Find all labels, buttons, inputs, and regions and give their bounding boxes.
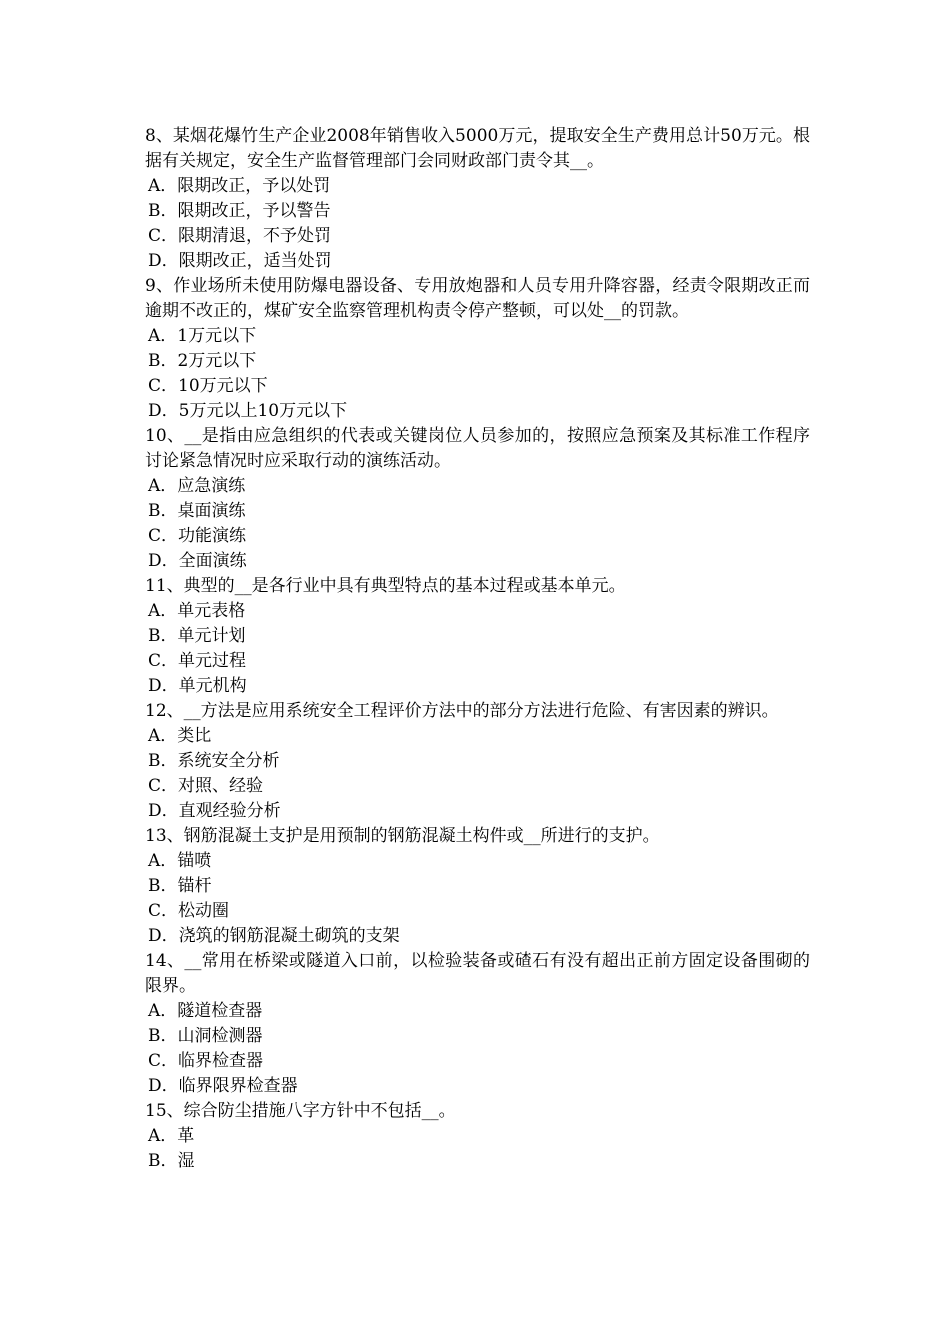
option-a: A．1万元以下 (148, 326, 257, 346)
question-10 (145, 424, 810, 574)
question-15 (145, 1099, 810, 1174)
question-11 (145, 574, 810, 699)
option-d: D．5万元以上10万元以下 (148, 401, 348, 421)
option-a: A．类比 (148, 726, 212, 746)
option-c: C．对照、经验 (148, 776, 264, 796)
option-a: A．革 (148, 1126, 195, 1146)
option-d: D．直观经验分析 (148, 801, 281, 821)
option-c: C．临界检查器 (148, 1051, 264, 1071)
question-text: 13、钢筋混凝土支护是用预制的钢筋混凝土构件或__所进行的支护。 (145, 826, 660, 846)
option-b: B．锚杆 (148, 876, 212, 896)
option-b: B．桌面演练 (148, 501, 246, 521)
question-9 (145, 274, 810, 424)
question-text: 10、__是指由应急组织的代表或关键岗位人员参加的，按照应急预案及其标准工作程序讨论紧急情况时应采取行动的演练活动。 (145, 426, 810, 471)
option-d: D．浇筑的钢筋混凝土砌筑的支架 (148, 926, 400, 946)
option-b: B．湿 (148, 1151, 195, 1171)
option-a: A．应急演练 (148, 476, 246, 496)
option-b: B．2万元以下 (148, 351, 257, 371)
option-c: C．功能演练 (148, 526, 247, 546)
question-text: 9、作业场所未使用防爆电器设备、专用放炮器和人员专用升降容器，经责令限期改正而逾期不改正的，煤矿安全监察管理机构责令停产整顿，可以处__的罚款。 (145, 276, 810, 321)
option-a: A．限期改正，予以处罚 (148, 176, 331, 196)
option-a: A．锚喷 (148, 851, 212, 871)
option-c: C．松动圈 (148, 901, 230, 921)
option-a: A．隧道检查器 (148, 1001, 263, 1021)
option-a: A．单元表格 (148, 601, 246, 621)
option-d: D．单元机构 (148, 676, 247, 696)
question-text: 12、__方法是应用系统安全工程评价方法中的部分方法进行危险、有害因素的辨识。 (145, 701, 779, 721)
question-text: 14、__常用在桥梁或隧道入口前，以检验装备或碴石有没有超出正前方固定设备围砌的限界。 (145, 951, 810, 996)
option-d: D．临界限界检查器 (148, 1076, 298, 1096)
option-b: B．限期改正，予以警告 (148, 201, 331, 221)
question-14 (145, 949, 810, 1099)
question-12 (145, 699, 810, 824)
option-d: D．限期改正，适当处罚 (148, 251, 332, 271)
question-text: 8、某烟花爆竹生产企业2008年销售收入5000万元，提取安全生产费用总计50万元。根据有关规定，安全生产监督管理部门会同财政部门责令其__。 (145, 126, 810, 171)
question-8 (145, 124, 810, 274)
option-b: B．山洞检测器 (148, 1026, 263, 1046)
option-b: B．系统安全分析 (148, 751, 280, 771)
question-list (145, 124, 810, 1174)
question-13 (145, 824, 810, 949)
question-text: 15、综合防尘措施八字方针中不包括__。 (145, 1101, 456, 1121)
question-text: 11、典型的__是各行业中具有典型特点的基本过程或基本单元。 (145, 576, 626, 596)
option-d: D．全面演练 (148, 551, 247, 571)
option-c: C．限期清退，不予处罚 (148, 226, 332, 246)
option-c: C．单元过程 (148, 651, 247, 671)
option-b: B．单元计划 (148, 626, 246, 646)
option-c: C．10万元以下 (148, 376, 268, 396)
